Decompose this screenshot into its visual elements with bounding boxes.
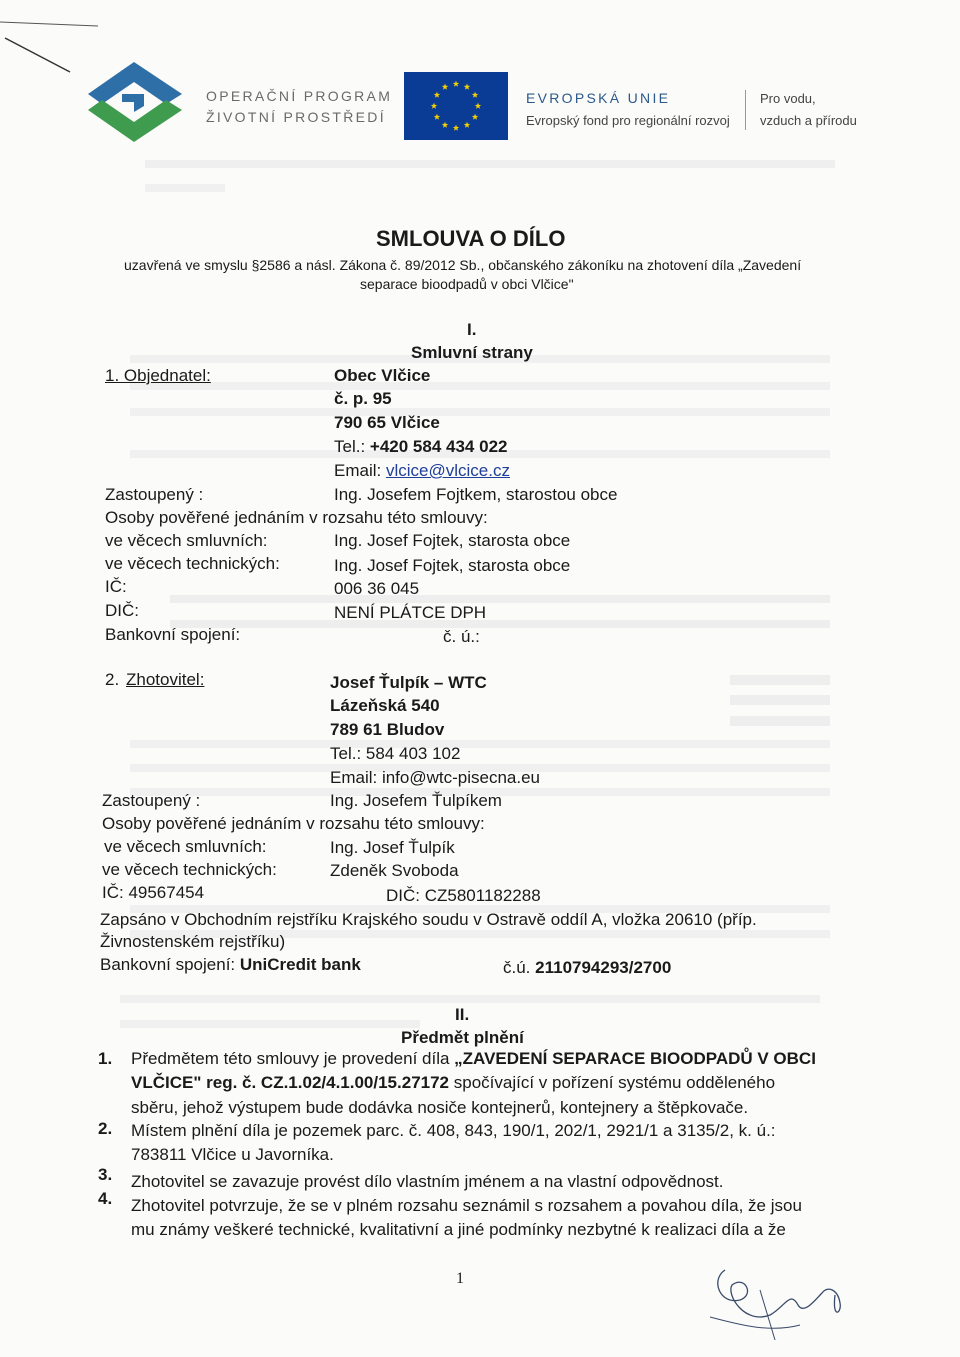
item-1-project-name: „ZAVEDENÍ SEPARACE BIOODPADŮ V OBCI: [454, 1049, 816, 1068]
motto-line2: vzduch a přírodu: [760, 113, 857, 128]
client-contract: Ing. Josef Fojtek, starosta obce: [334, 531, 571, 550]
contractor-rep-label: Zastoupený :: [102, 791, 201, 810]
section-1-heading: Smluvní strany: [411, 343, 533, 362]
contractor-ic: IČ: 49567454: [102, 883, 205, 902]
item-4-line2: mu známy veškeré technické, kvalitativní a jiné podmínky nezbytné k realizaci díla a že: [131, 1220, 786, 1239]
contractor-authorized-label: Osoby pověřené jednáním v rozsahu této smlouvy:: [102, 814, 485, 833]
client-rep: Ing. Josefem Fojtkem, starostou obce: [334, 485, 618, 504]
document-subtitle-2: separace bioodpadů v obci Vlčice": [360, 276, 574, 292]
item-3-number: 3.: [98, 1165, 113, 1184]
contractor-register-1: Zapsáno v Obchodním rejstříku Krajského soudu v Ostravě oddíl A, vložka 20610 (příp.: [100, 910, 757, 929]
contractor-contract-label: ve věcech smluvních:: [104, 837, 267, 856]
contractor-tech-label: ve věcech technických:: [102, 860, 277, 879]
eu-subtitle: Evropský fond pro regionální rozvoj: [526, 113, 730, 128]
item-2-line2: 783811 Vlčice u Javorníka.: [131, 1145, 334, 1164]
eu-title: EVROPSKÁ UNIE: [526, 90, 671, 106]
eu-flag-icon: [404, 72, 508, 140]
item-1-line2: [131, 1073, 775, 1093]
contractor-contract: Ing. Josef Ťulpík: [330, 838, 455, 857]
client-addr2: 790 65 Vlčice: [334, 413, 440, 432]
motto-line1: Pro vodu,: [760, 91, 816, 106]
item-1-line3: sběru, jehož výstupem bude dodávka nosiče kontejnerů, kontejnery a štěpkovače.: [131, 1098, 749, 1117]
item-1-text-pre: Předmětem této smlouvy je provedení díla: [131, 1049, 455, 1068]
contractor-label: Zhotovitel:: [126, 670, 205, 689]
client-tech-label: ve věcech technických:: [105, 554, 280, 573]
item-4-number: 4.: [98, 1189, 113, 1208]
page-number: 1: [456, 1270, 464, 1287]
header-divider: [745, 90, 746, 130]
client-addr1: č. p. 95: [334, 389, 392, 408]
client-bank-label: Bankovní spojení:: [105, 625, 241, 644]
contractor-addr1: Lázeňská 540: [330, 696, 440, 715]
op-line1: OPERAČNÍ PROGRAM: [206, 88, 393, 104]
client-phone: [334, 437, 507, 457]
item-1-number: 1.: [98, 1049, 113, 1068]
client-email-link[interactable]: vlcice@vlcice.cz: [385, 461, 510, 480]
contractor-addr2: 789 61 Bludov: [330, 720, 445, 739]
item-2-line1: Místem plnění díla je pozemek parc. č. 408, 843, 190/1, 202/1, 2921/1 a 3135/2, k. ú.:: [131, 1121, 776, 1140]
client-phone-value: +420 584 434 022: [369, 437, 508, 456]
document-subtitle-1: uzavřená ve smyslu §2586 a násl. Zákona č. 89/2012 Sb., občanského zákoníku na zhotovení díla „Zavedení: [124, 257, 802, 273]
client-rep-label: Zastoupený :: [105, 485, 204, 504]
item-1-reg-number: VLČICE" reg. č. CZ.1.02/4.1.00/15.27172: [131, 1073, 450, 1092]
item-1-line1: [131, 1049, 816, 1069]
contractor-rep: Ing. Josefem Ťulpíkem: [330, 791, 502, 810]
client-dic-label: DIČ:: [105, 601, 139, 620]
client-account-label: č. ú.:: [443, 627, 480, 646]
client-label: 1. Objednatel:: [105, 366, 211, 385]
contractor-register-2: Živnostenském rejstříku): [100, 932, 286, 951]
contractor-bank-value: UniCredit bank: [239, 955, 361, 974]
op-zp-logo-icon: [82, 60, 186, 144]
client-contract-label: ve věcech smluvních:: [105, 531, 268, 550]
item-4-line1: Zhotovitel potvrzuje, že se v plném rozsahu seznámil s rozsahem a povahou díla, že jsou: [131, 1196, 802, 1215]
contractor-num: 2.: [105, 670, 120, 689]
contractor-dic: DIČ: CZ5801182288: [386, 886, 541, 905]
client-email: [334, 461, 510, 481]
contractor-account-label: č.ú.: [503, 958, 531, 977]
document-title: SMLOUVA O DÍLO: [376, 226, 566, 251]
client-ic: 006 36 045: [334, 579, 420, 598]
section-2-numeral: II.: [455, 1005, 470, 1024]
contractor-bank: [100, 955, 361, 975]
client-name: Obec Vlčice: [334, 366, 431, 385]
contractor-tech: Zdeněk Svoboda: [330, 861, 459, 880]
section-1-numeral: I.: [467, 320, 477, 339]
item-2-number: 2.: [98, 1119, 113, 1138]
op-line2: ŽIVOTNÍ PROSTŘEDÍ: [206, 109, 386, 125]
contractor-phone: Tel.: 584 403 102: [330, 744, 461, 763]
contractor-account: [503, 958, 671, 978]
client-tech: Ing. Josef Fojtek, starosta obce: [334, 556, 571, 575]
contractor-name: Josef Ťulpík – WTC: [330, 673, 487, 692]
signature-icon: [700, 1255, 850, 1345]
contractor-email: Email: info@wtc-pisecna.eu: [330, 768, 541, 787]
client-ic-label: IČ:: [105, 577, 127, 596]
client-phone-label: Tel.:: [334, 437, 366, 456]
contractor-bank-label: Bankovní spojení:: [100, 955, 236, 974]
contractor-account-value: 2110794293/2700: [535, 958, 672, 977]
client-dic: NENÍ PLÁTCE DPH: [334, 603, 487, 622]
client-authorized-label: Osoby pověřené jednáním v rozsahu této smlouvy:: [105, 508, 488, 527]
item-1-text-post: spočívající v pořízení systému odděleného: [449, 1073, 776, 1092]
item-3-line1: Zhotovitel se zavazuje provést dílo vlastním jménem a na vlastní odpovědnost.: [131, 1172, 724, 1191]
client-email-label: Email:: [334, 461, 382, 480]
section-2-heading: Předmět plnění: [401, 1028, 524, 1047]
